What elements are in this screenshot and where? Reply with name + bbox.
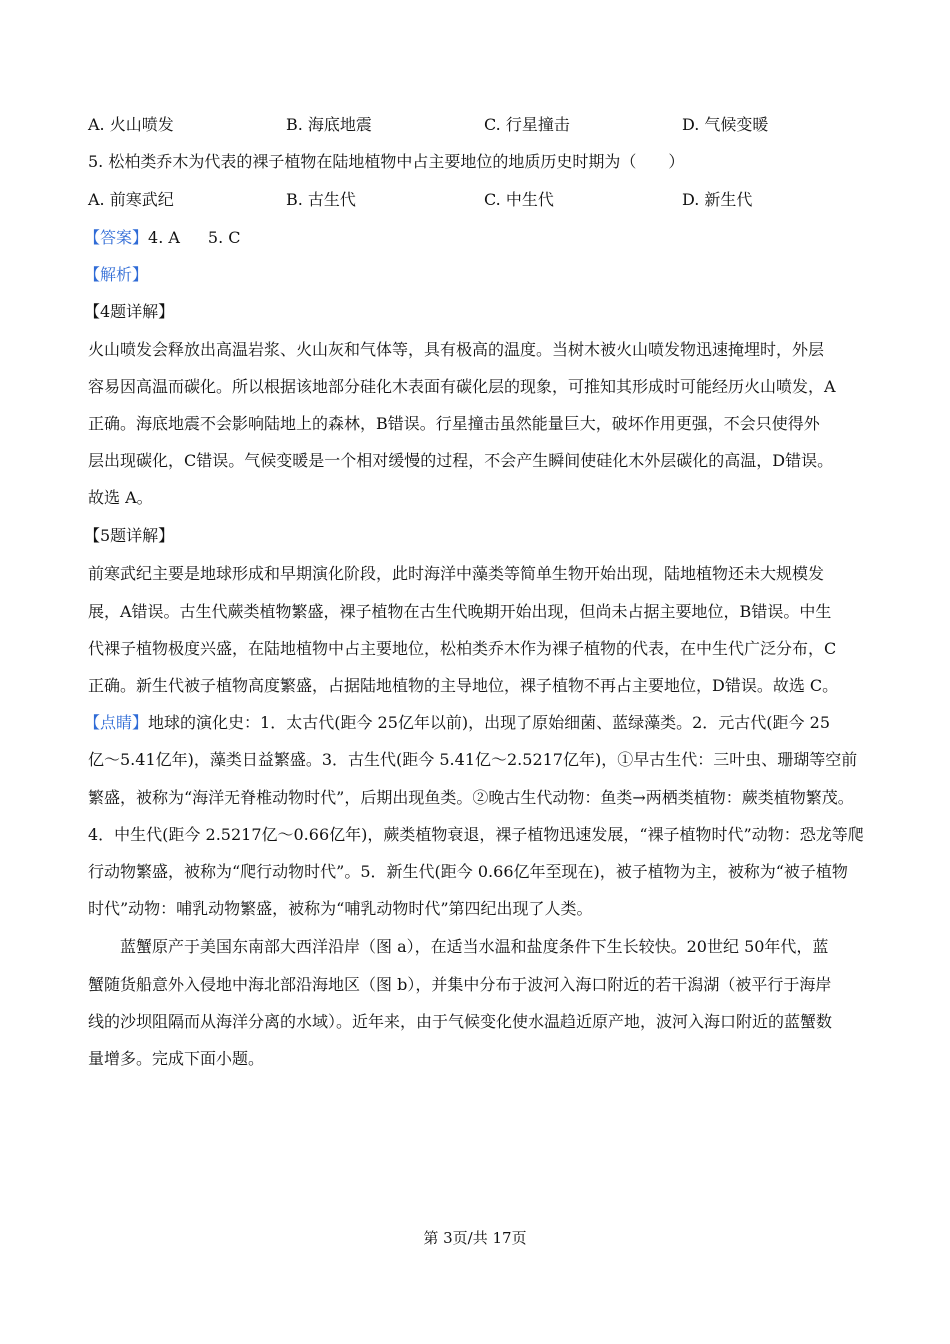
q5-stem: 5. 松柏类乔木为代表的裸子植物在陆地植物中占主要地位的地质历史时期为（ ） [88,152,685,171]
q4-detail-line: 故选 A。 [88,488,153,507]
analysis-tag: 【解析】 [84,265,149,284]
passage-line: 量增多。完成下面小题。 [88,1049,265,1068]
q4-option-c: C. 行星撞击 [484,115,570,134]
q5-option-d: D. 新生代 [682,190,753,209]
q5-detail-line: 展，A错误。古生代蕨类植物繁盛，裸子植物在古生代晚期开始出现，但尚未占据主要地位，B错误。中生 [88,602,832,621]
q4-option-a: A. 火山喷发 [88,115,174,134]
q5-option-c: C. 中生代 [484,190,554,209]
tip-line: 亿～5.41亿年)，藻类日益繁盛。3．古生代(距今 5.41亿～2.5217亿年)，①早古生代：三叶虫、珊瑚等空前 [88,750,858,769]
q5-option-a: A. 前寒武纪 [88,190,174,209]
passage-line: 线的沙坝阻隔而从海洋分离的水域）。近年来，由于气候变化使水温趋近原产地，波河入海口附近的蓝蟹数 [88,1012,833,1031]
tip-text: 地球的演化史：1．太古代(距今 25亿年以前)，出现了原始细菌、蓝绿藻类。2．元古代(距今 25 [148,713,830,732]
q4-detail-heading: 【4题详解】 [84,302,175,321]
answer-line [84,228,241,248]
tip-line: 行动物繁盛，被称为“爬行动物时代”。5．新生代(距今 0.66亿年至现在)，被子植物为主，被称为“被子植物 [88,862,848,881]
q4-detail-line: 火山喷发会释放出高温岩浆、火山灰和气体等，具有极高的温度。当树木被火山喷发物迅速掩埋时，外层 [88,340,825,359]
tip-line: 4．中生代(距今 2.5217亿～0.66亿年)，蕨类植物衰退，裸子植物迅速发展，“裸子植物时代”动物：恐龙等爬 [88,825,864,844]
q5-option-b: B. 古生代 [286,190,356,209]
passage-line: 蓝蟹原产于美国东南部大西洋沿岸（图 a），在适当水温和盐度条件下生长较快。20世纪 50年代，蓝 [120,937,829,956]
tip-line: 繁盛，被称为“海洋无脊椎动物时代”，后期出现鱼类。②晚古生代动物：鱼类→两栖类植物：蕨类植物繁茂。 [88,788,854,807]
answer-5: 5. C [207,228,241,247]
q5-detail-line: 前寒武纪主要是地球形成和早期演化阶段，此时海洋中藻类等简单生物开始出现，陆地植物还未大规模发 [88,564,825,583]
q4-option-b: B. 海底地震 [286,115,372,134]
answer-tag: 【答案】 [84,228,149,247]
q4-detail-line: 正确。海底地震不会影响陆地上的森林，B错误。行星撞击虽然能量巨大，破坏作用更强，不会只使得外 [88,414,820,433]
q4-option-d: D. 气候变暖 [682,115,769,134]
answer-4: 4. A [148,228,180,247]
q5-detail-line: 正确。新生代被子植物高度繁盛，占据陆地植物的主导地位，裸子植物不再占主要地位，D错误。故选 C。 [88,676,839,695]
tip-tag: 【点睛】 [84,713,149,732]
q4-detail-line: 容易因高温而碳化。所以根据该地部分硅化木表面有碳化层的现象，可推知其形成时可能经历火山喷发，A [88,377,836,396]
page-footer: 第 3页/共 17页 [423,1229,527,1247]
q5-detail-line: 代裸子植物极度兴盛，在陆地植物中占主要地位，松柏类乔木作为裸子植物的代表，在中生代广泛分布，C [88,639,837,658]
passage-line: 蟹随货船意外入侵地中海北部沿海地区（图 b），并集中分布于波河入海口附近的若干潟湖（被平行于海岸 [88,975,832,994]
tip-line: 时代”动物：哺乳动物繁盛，被称为“哺乳动物时代”第四纪出现了人类。 [88,899,593,918]
q4-detail-line: 层出现碳化，C错误。气候变暖是一个相对缓慢的过程，不会产生瞬间使硅化木外层碳化的高温，D错误。 [88,451,834,470]
tip-first-line [84,713,830,733]
q5-detail-heading: 【5题详解】 [84,526,175,545]
